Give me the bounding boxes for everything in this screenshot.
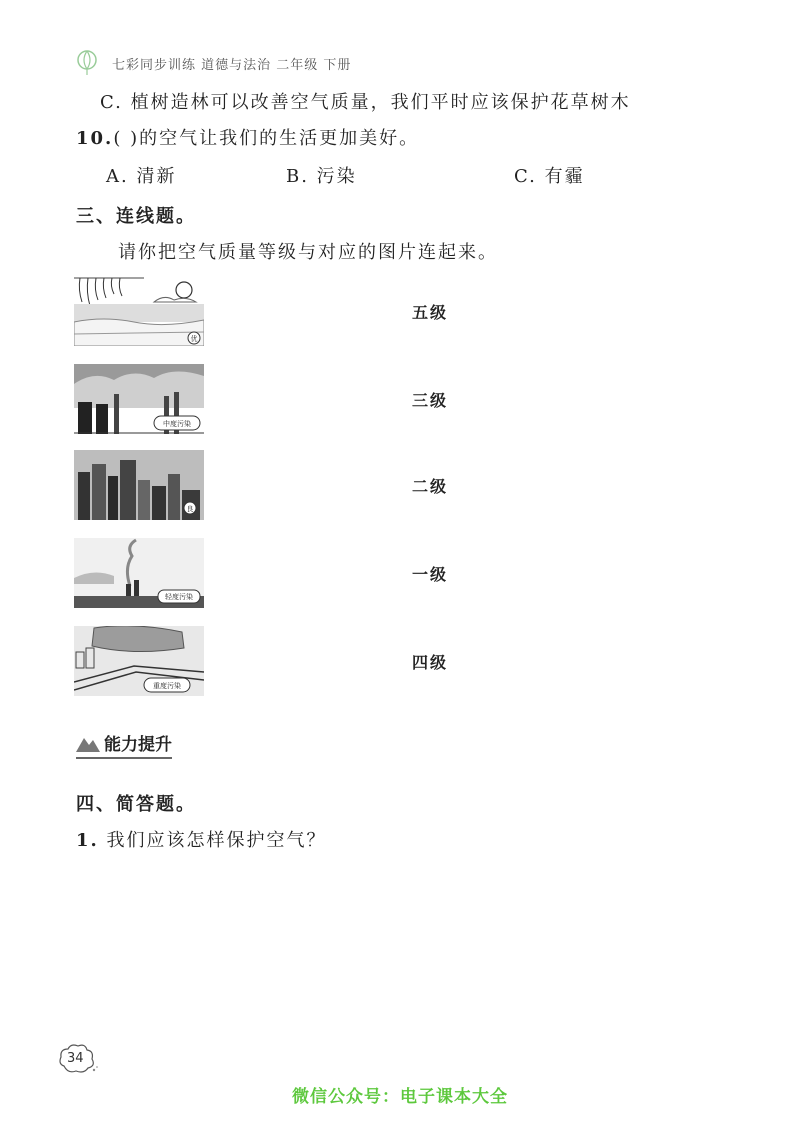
ability-heading (76, 730, 172, 759)
page-number: 34 (67, 1051, 84, 1066)
picture-label-good: 良 (186, 505, 194, 513)
level-label-4: 四级 (412, 653, 449, 672)
air-quality-picture-heavy (74, 626, 204, 696)
air-quality-picture-good (74, 450, 204, 520)
q10-option-c: C. 有霾 (514, 166, 585, 187)
picture-label-heavy: 重度污染 (153, 682, 181, 690)
picture-label-excellent: 优 (190, 335, 198, 343)
picture-label-light: 轻度污染 (165, 593, 193, 601)
q10-number: 10. (76, 128, 114, 149)
q10-stem (76, 124, 419, 150)
section3-title: 三、连线题。 (76, 206, 196, 227)
section4-q1-number: 1. (76, 830, 99, 851)
level-label-5: 五级 (412, 303, 449, 322)
air-quality-picture-excellent (74, 276, 204, 346)
section4-q1 (76, 826, 327, 852)
section4-q1-text: 我们应该怎样保护空气？ (106, 830, 327, 851)
mountain-icon (76, 734, 100, 752)
page-number-badge (58, 1042, 98, 1076)
header-text: 七彩同步训练 道德与法治 二年级 下册 (112, 57, 352, 73)
balloon-logo-icon (76, 50, 98, 76)
picture-label-moderate: 中度污染 (163, 420, 191, 428)
q10-option-a: A. 清新 (106, 166, 177, 187)
q9-option-c: C. 植树造林可以改善空气质量，我们平时应该保护花草树木 (100, 92, 631, 113)
ability-label: 能力提升 (104, 735, 172, 755)
section4-title: 四、简答题。 (76, 794, 196, 815)
section3-instruction: 请你把空气质量等级与对应的图片连起来。 (118, 242, 498, 263)
q10-option-b: B. 污染 (286, 166, 357, 187)
level-label-1: 一级 (412, 565, 449, 584)
level-label-3: 三级 (412, 391, 449, 410)
q10-text: ( )的空气让我们的生活更加美好。 (113, 128, 420, 149)
level-label-2: 二级 (412, 477, 449, 496)
air-quality-picture-light (74, 538, 204, 608)
air-quality-picture-moderate (74, 364, 204, 434)
footer-watermark: 微信公众号：电子课本大全 (292, 1087, 508, 1107)
page-header (76, 48, 351, 78)
